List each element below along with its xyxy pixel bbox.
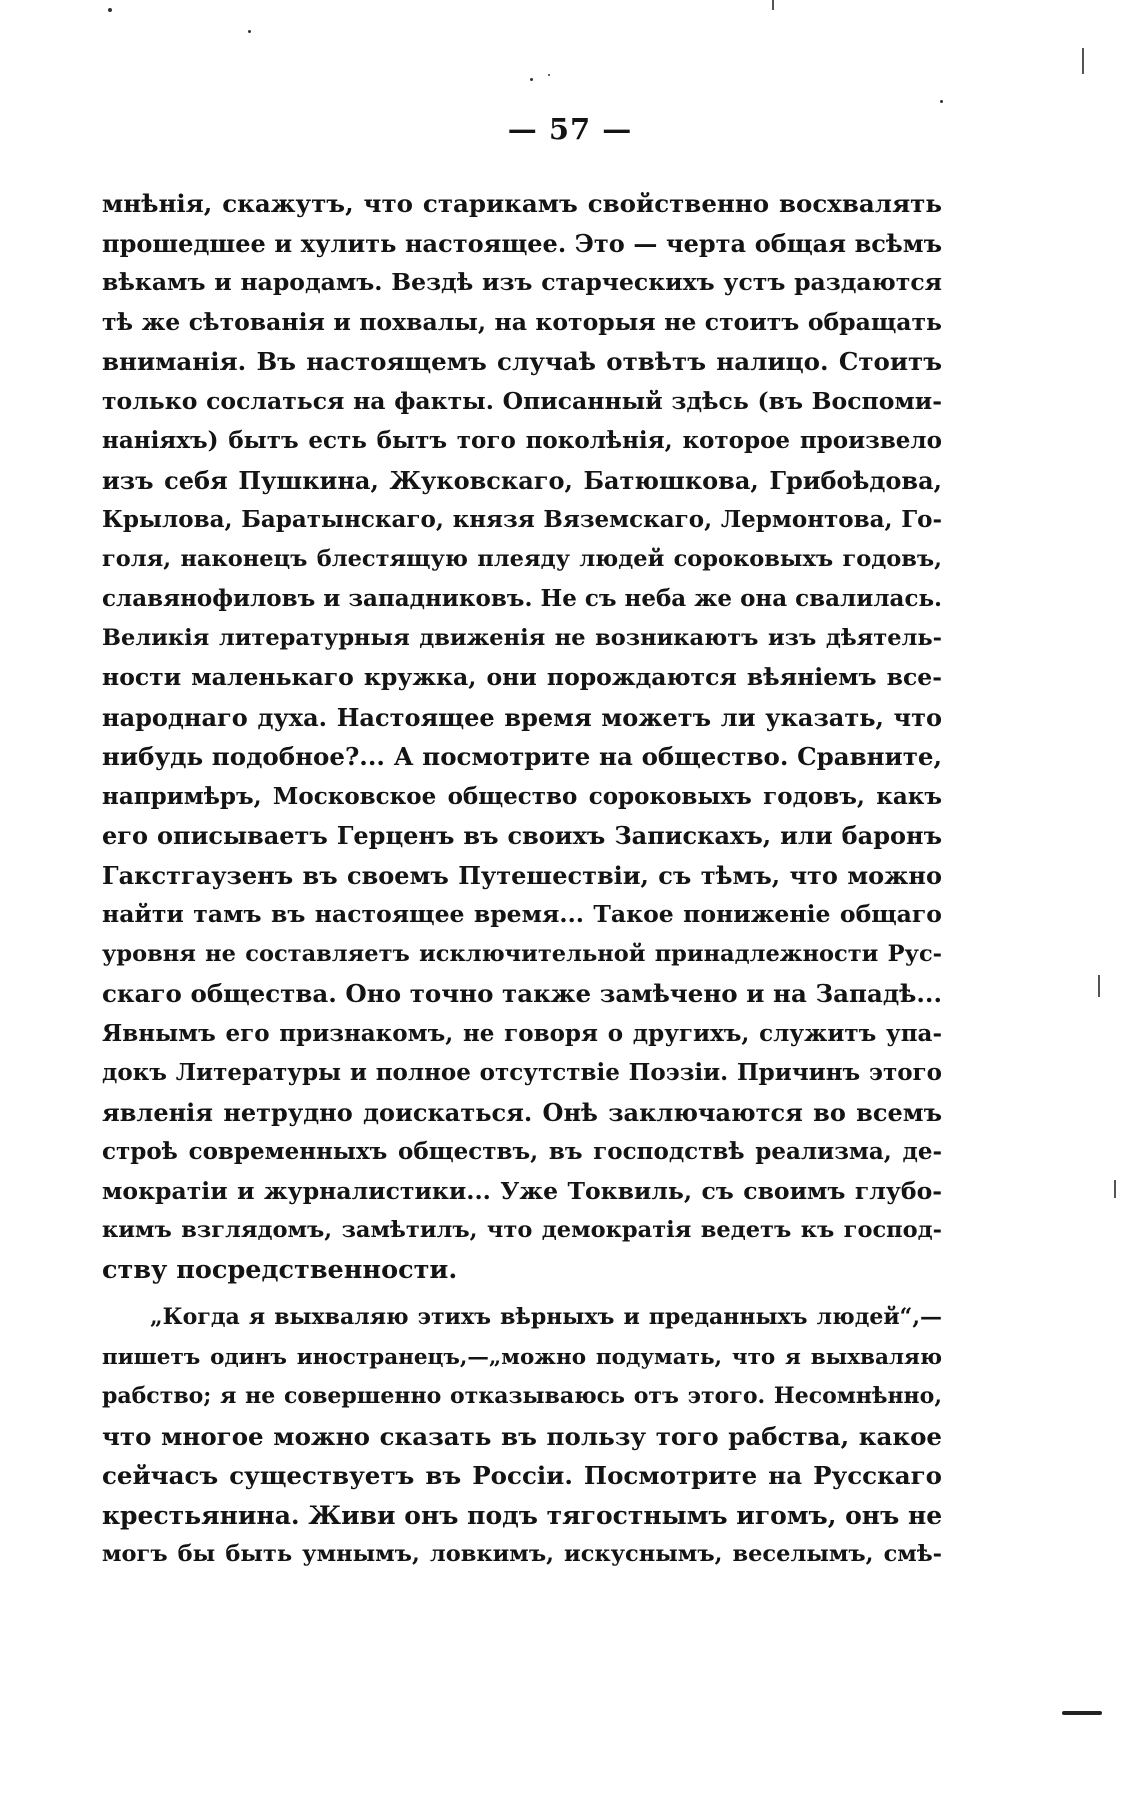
text-line: народнаго духа. Настоящее время можетъ ли указать, что: [102, 702, 942, 732]
text-line: ности маленькаго кружка, они порождаются вѣяніемъ все-: [102, 663, 942, 691]
text-line: ству посредственности.: [102, 1254, 458, 1285]
text-line: Гакстгаузенъ въ своемъ Путешествіи, съ тѣмъ, что можно: [102, 860, 942, 890]
text-line: что многое можно сказать въ пользу того рабства, какое: [102, 1421, 942, 1451]
text-line: только сослаться на факты. Описанный здѣсь (въ Воспоми-: [102, 386, 942, 415]
scan-speck: [548, 74, 550, 76]
text-line: Крылова, Баратынскаго, князя Вяземскаго, Лермонтова, Го-: [102, 506, 942, 533]
text-line: голя, наконецъ блестящую плеяду людей сороковыхъ годовъ,: [102, 545, 942, 572]
text-line: кимъ взглядомъ, замѣтилъ, что демократія ведетъ къ господ-: [102, 1217, 942, 1243]
text-line: пишетъ одинъ иностранецъ,—„можно подумать, что я выхваляю: [102, 1344, 942, 1370]
text-line: строѣ современныхъ обществъ, въ господствѣ реализма, де-: [102, 1138, 942, 1165]
scan-mark: [1098, 975, 1100, 997]
text-line: скаго общества. Оно точно также замѣчено и на Западѣ...: [102, 979, 942, 1008]
text-line: вѣкамъ и народамъ. Вездѣ изъ старческихъ устъ раздаются: [102, 268, 942, 296]
text-line: сейчасъ существуетъ въ Россіи. Посмотрите на Русскаго: [102, 1461, 942, 1490]
scan-mark: [1114, 1180, 1116, 1198]
text-line: изъ себя Пушкина, Жуковскаго, Батюшкова, Грибоѣдова,: [102, 465, 942, 495]
text-line: прошедшее и хулить настоящее. Это — черта общая всѣмъ: [102, 228, 942, 258]
text-line: найти тамъ въ настоящее время... Такое пониженіе общаго: [102, 900, 942, 928]
text-line: мократіи и журналистики... Уже Токвиль, съ своимъ глубо-: [102, 1176, 942, 1205]
body-text: [102, 184, 942, 1575]
text-line: уровня не составляетъ исключительной принадлежности Рус-: [102, 940, 942, 967]
paragraph-gap: [102, 1290, 942, 1298]
scan-dash: [1062, 1711, 1102, 1715]
text-line: наніяхъ) бытъ есть бытъ того поколѣнія, которое произвело: [102, 427, 942, 454]
page-number: — 57 —: [507, 112, 633, 146]
text-line: славянофиловъ и западниковъ. Не съ неба же она свалилась.: [102, 585, 942, 612]
text-line: мнѣнія, скажутъ, что старикамъ свойственно восхвалять: [102, 189, 942, 218]
text-line: тѣ же сѣтованія и похвалы, на которыя не стоитъ обращать: [102, 307, 942, 336]
text-line: крестьянина. Живи онъ подъ тягостнымъ игомъ, онъ не: [102, 1500, 942, 1530]
scan-speck: [108, 8, 112, 12]
paragraph-2: [102, 1298, 942, 1575]
text-line: явленія нетрудно доискаться. Онѣ заключаются во всемъ: [102, 1097, 942, 1127]
scan-speck: [940, 100, 943, 103]
scan-mark: [772, 0, 774, 10]
text-line: Великія литературныя движенія не возникаютъ изъ дѣятель-: [102, 624, 942, 651]
text-line: нибудь подобное?... А посмотрите на общество. Сравните,: [102, 742, 942, 771]
text-line: докъ Литературы и полное отсутствіе Поэзіи. Причинъ этого: [102, 1059, 942, 1086]
scan-mark: [1082, 48, 1084, 74]
text-line: могъ бы быть умнымъ, ловкимъ, искуснымъ, веселымъ, смѣ-: [102, 1541, 942, 1567]
paragraph-1: [102, 184, 942, 1290]
text-line: „Когда я выхваляю этихъ вѣрныхъ и преданныхъ людей“,—: [150, 1304, 942, 1330]
scan-speck: [248, 30, 251, 33]
text-line: вниманія. Въ настоящемъ случаѣ отвѣтъ налицо. Стоитъ: [102, 347, 942, 376]
text-line: его описываетъ Герценъ въ своихъ Запискахъ, или баронъ: [102, 821, 942, 850]
scan-speck: [530, 78, 533, 81]
text-line: рабство; я не совершенно отказываюсь отъ этого. Несомнѣнно,: [102, 1383, 942, 1409]
text-line: Явнымъ его признакомъ, не говоря о другихъ, служитъ упа-: [102, 1019, 942, 1047]
text-line: напримѣръ, Московское общество сороковыхъ годовъ, какъ: [102, 782, 942, 810]
